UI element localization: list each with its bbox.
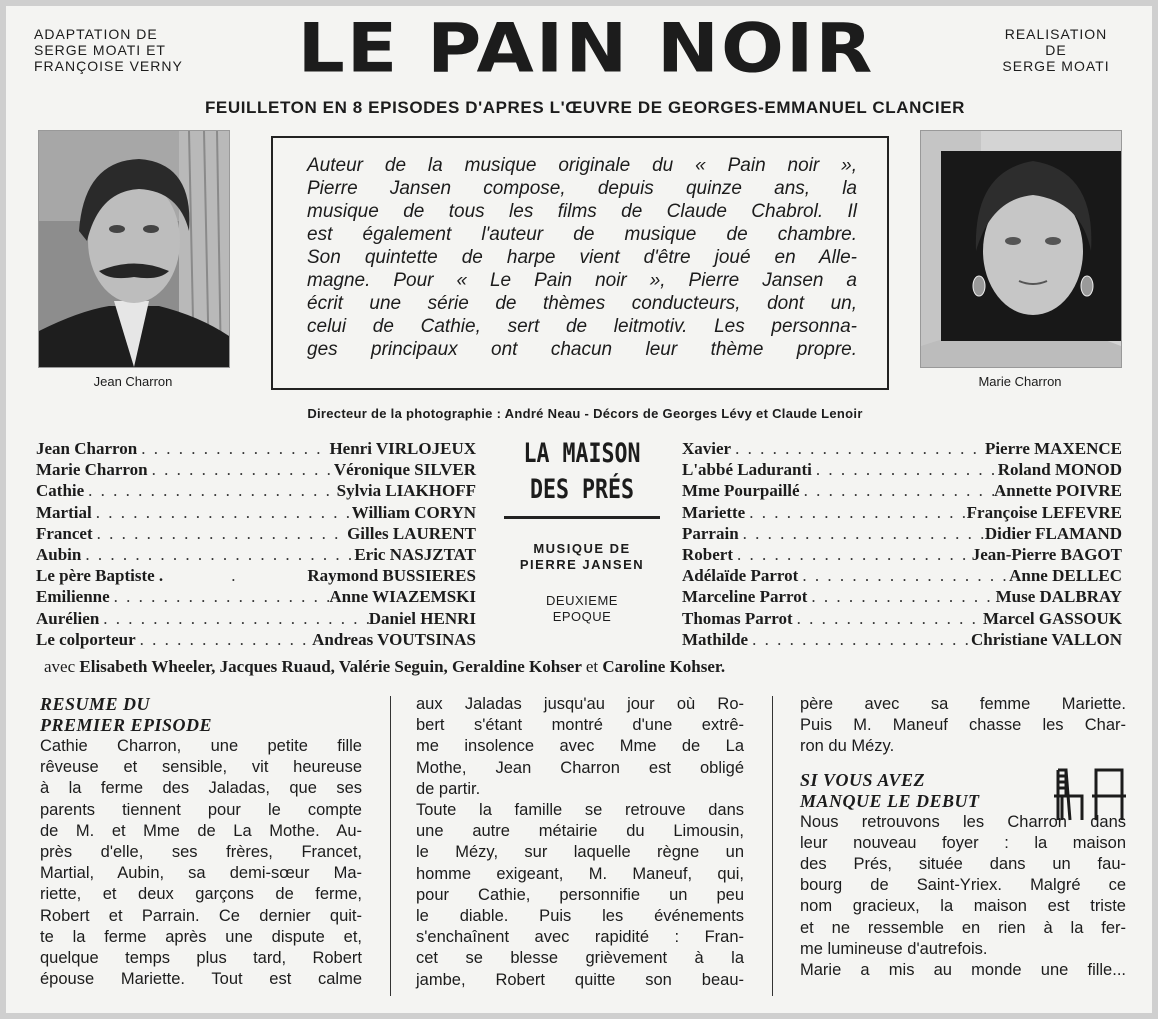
epoque-label [504,593,660,625]
cast-actor: Anne WIAZEMSKI [329,587,476,607]
quote-line: magne. Pour « Le Pain noir », Pierre Jansen a [307,270,857,291]
portrait-man-image [39,131,229,367]
cast-row [682,480,1122,501]
cast-actor: Sylvia LIAKHOFF [336,481,476,501]
cast-actor: Raymond BUSSIERES [307,566,476,586]
cast-row [682,523,1122,544]
text-line: des Prés, située dans un fau- [800,855,1126,874]
cast-row [682,459,1122,480]
text-line: Robert et Parrain. Ce dernier quit- [40,906,362,925]
cast-row [682,629,1122,650]
cast-actor: Françoise LEFEVRE [966,502,1122,522]
text-line: Toute la famille se retrouve dans [416,801,744,820]
avec-names: Elisabeth Wheeler, Jacques Ruaud, Valérie Seguin, Geraldine Kohser [79,657,582,676]
music-credit [504,541,660,573]
text-line: jambe, Robert quitte son beau- [416,970,744,989]
cast-actor: Pierre MAXENCE [984,439,1122,458]
summary-column-1 [40,694,362,990]
text-line: pour Cathie, personnifie un peu [416,885,744,904]
cast-list-left [36,438,476,650]
quote-line: Auteur de la musique originale du « Pain noir », [307,155,857,176]
music-quote-box [271,136,889,390]
text-line: riette, et deux garçons de ferme, [40,885,362,904]
avec-last: Caroline Kohser. [602,657,726,676]
cast-role: Cathie [36,481,85,501]
text-line: parents tiennent pour le compte [40,800,362,819]
text-line: près d'elle, ses frères, Francet, [40,843,362,862]
epoque-line: DEUXIEME [546,593,618,608]
cast-list-right [682,438,1122,650]
quote-line: est également l'auteur de musique de chambre. [307,224,857,245]
photography-credit: Directeur de la photographie : André Neau - Décors de Georges Lévy et Claude Lenoir [307,406,863,421]
quote-line: ges principaux ont chacun leur thème propre. [307,339,857,360]
cast-row [682,586,1122,607]
text-line: de M. et Mme de La Mothe. Au- [40,821,362,840]
avec-prefix: avec [44,657,76,676]
cast-role: Robert [682,545,733,565]
column-divider [772,696,773,996]
cast-role: Martial [36,502,92,522]
text-line: me insolence avec Mme de La [416,737,744,756]
summary-column-2 [416,694,744,991]
cast-actor: Jean-Pierre BAGOT [971,545,1122,565]
adaptation-line: FRANÇOISE VERNY [34,58,183,74]
text-line: te la ferme après une dispute et, [40,927,362,946]
cast-row [682,544,1122,565]
text-line: me lumineuse d'autrefois. [800,939,988,958]
cast-row [36,629,476,650]
realisation-line: SERGE MOATI [1002,58,1110,74]
text-line: Nous retrouvons les Charron dans [800,812,1126,831]
text-line: Mothe, Jean Charron est obligé [416,758,744,777]
cast-row [36,565,476,586]
cast-role: Aubin [36,545,82,565]
text-line: ron du Mézy. [800,737,895,756]
text-line: bert s'étant montré d'une extrê- [416,716,744,735]
cast-role: Marie Charron [36,460,148,480]
section-heading: MANQUE LE DEBUT [800,790,980,811]
quote-line: musique de tous les films de Claude Chabrol. Il [307,201,857,222]
music-credit-line: PIERRE JANSEN [519,557,645,572]
column-divider [390,696,391,996]
cast-row [682,502,1122,523]
caption-right: Marie Charron [978,374,1062,389]
realisation-credit [986,26,1126,74]
cast-actor: Henri VIRLOJEUX [329,439,476,458]
portrait-woman-image [921,131,1121,367]
cast-row [36,480,476,501]
text-line: cet se blesse grièvement à la [416,949,744,968]
cast-role: Mme Pourpaillé [682,481,800,501]
cast-actor: Muse DALBRAY [995,587,1122,607]
cast-role: Thomas Parrot [682,608,793,628]
cast-role: Mariette [682,502,746,522]
chairs-icon [1052,766,1126,822]
avec-et: et [585,657,599,676]
adaptation-line: ADAPTATION DE [34,26,158,42]
cast-role: Le colporteur [36,629,136,649]
cast-role: Emilienne [36,587,110,607]
cast-actor: Véronique SILVER [333,460,476,480]
summary-column-3 [800,694,1126,981]
cast-role: Adélaïde Parrot [682,566,799,586]
cast-role: Xavier [682,439,732,458]
cast-actor: Gilles LAURENT [347,523,476,543]
adaptation-line: SERGE MOATI ET [34,42,166,58]
quote-line: Pierre Jansen compose, depuis quinze ans, la [307,178,857,199]
cast-actor: Didier FLAMAND [984,523,1122,543]
epoque-line: EPOQUE [552,609,612,624]
text-line: père avec sa femme Mariette. [800,695,1126,713]
cast-actor: Christiane VALLON [971,629,1122,649]
cast-row [36,586,476,607]
cast-role: Francet [36,523,93,543]
cast-row [36,438,476,459]
cast-role: Marceline Parrot [682,587,808,607]
cast-row [36,544,476,565]
section-heading: PREMIER EPISODE [40,715,213,735]
cast-actor: Andreas VOUTSINAS [312,629,476,649]
text-line: épouse Mariette. Tout est calme [40,970,362,989]
text-line: rêveuse et sensible, vit heureuse [40,758,362,777]
cast-row [682,608,1122,629]
text-line: nom gracieux, la maison est triste [800,897,1126,916]
cast-actor: Eric NASJZTAT [354,545,476,565]
cast-role: Mathilde [682,629,749,649]
cast-role: Jean Charron [36,439,138,458]
cast-actor: Annette POIVRE [994,481,1122,501]
quote-line: celui de Cathie, sert de leitmotiv. Les personna- [307,316,857,337]
section-heading: SI VOUS AVEZ [800,769,926,790]
text-line: le Mézy, sur laquelle règne un [416,843,744,862]
cast-actor: Daniel HENRI [368,608,476,628]
text-line: quelque temps plus tard, Robert [40,949,362,968]
text-line: Marie a mis au monde une fille... [800,961,1126,980]
episode-title-line: LA MAISON [523,438,641,469]
text-line: aux Jaladas jusqu'au jour où Ro- [416,695,744,713]
cast-role: Aurélien [36,608,100,628]
text-line: de partir. [416,779,481,798]
cast-row [36,523,476,544]
cast-row [36,608,476,629]
text-line: homme exigeant, M. Maneuf, qui, [416,864,744,883]
cast-row [682,438,1122,459]
text-line: à la ferme des Jaladas, que ses [40,779,362,798]
text-line: s'enchaînent avec rapidité : Fran- [416,928,744,947]
text-line: Martial, Aubin, sa demi-sœur Ma- [40,864,362,883]
cast-row [36,502,476,523]
photo-marie-charron [920,130,1122,368]
cast-actor: Marcel GASSOUK [983,608,1122,628]
subtitle: FEUILLETON EN 8 EPISODES D'APRES L'ŒUVRE DE GEORGES-EMMANUEL CLANCIER [204,98,966,117]
caption-left: Jean Charron [93,374,173,389]
divider [504,516,660,519]
cast-role: Le père Baptiste . [36,566,164,586]
text-line: Cathie Charron, une petite fille [40,737,362,755]
cast-role: L'abbé Laduranti [682,460,812,480]
text-line: leur nouveau foyer : la maison [800,833,1126,852]
page-title: LE PAIN NOIR [297,9,875,89]
realisation-line: REALISATION [1004,26,1108,42]
quote-line: Son quintette de harpe vient d'être joué en Alle- [307,247,857,268]
cast-row [682,565,1122,586]
photo-jean-charron [38,130,230,368]
episode-title-block [504,436,660,625]
episode-title-line: DES PRÉS [529,474,635,505]
cast-row [36,459,476,480]
also-starring-line [44,657,725,677]
text-line: et ne ressemble en rien à la fer- [800,918,1126,937]
text-line: bourg de Saint-Yriex. Malgré ce [800,876,1126,895]
adaptation-credit [34,26,183,74]
section-heading: RESUME DU [40,694,151,714]
text-line: Puis M. Maneuf chasse les Char- [800,716,1126,735]
text-line: le diable. Puis les événements [416,907,744,926]
music-credit-line: MUSIQUE DE [533,541,631,556]
cast-role: Parrain [682,523,739,543]
cast-actor: Anne DELLEC [1009,566,1122,586]
realisation-line: DE [1045,42,1067,58]
cast-actor: William CORYN [351,502,476,522]
text-line: une autre métairie du Limousin, [416,822,744,841]
quote-line: écrit une série de thèmes conducteurs, dont un, [307,293,857,314]
cast-actor: Roland MONOD [997,460,1122,480]
